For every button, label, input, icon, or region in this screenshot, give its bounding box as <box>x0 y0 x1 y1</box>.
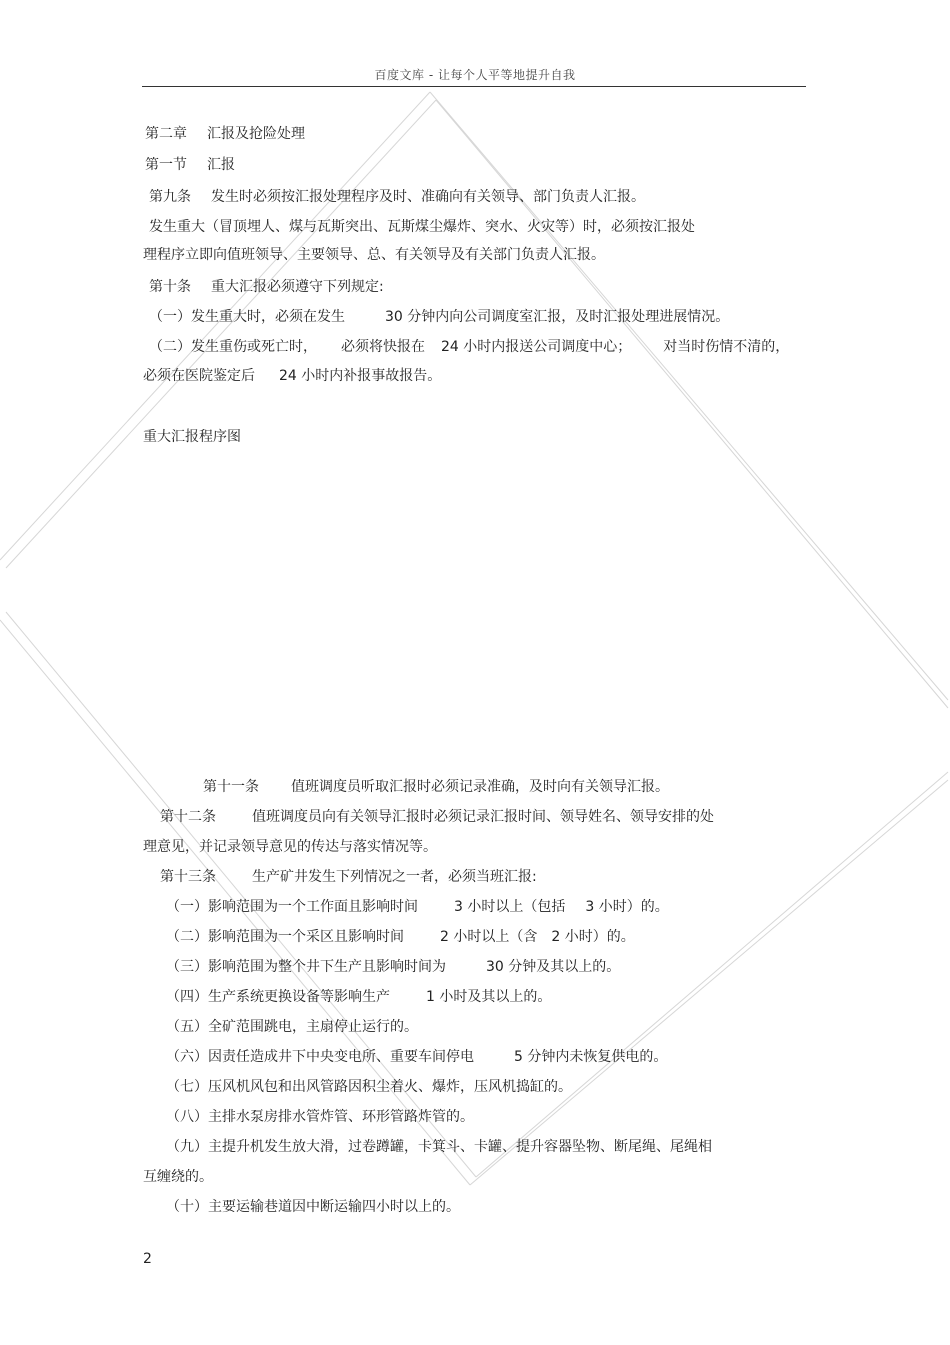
article-text: 值班调度员向有关领导汇报时必须记录汇报时间、领导姓名、领导安排的处 <box>252 809 714 825</box>
article-9 <box>149 188 645 206</box>
item-text: 3 小时以上（包括 <box>454 899 566 915</box>
article-number: 第十一条 <box>203 779 259 795</box>
list-item <box>166 1048 667 1066</box>
list-item: （八）主排水泵房排水管炸管、环形管路炸管的。 <box>166 1109 474 1125</box>
article-number: 第十二条 <box>160 809 216 825</box>
item-text: （一）影响范围为一个工作面且影响时间 <box>166 899 418 915</box>
list-item <box>149 308 729 326</box>
page-header: 百度文库 - 让每个人平等地提升自我 <box>374 68 576 82</box>
item-text: 必须在医院鉴定后 <box>143 368 255 384</box>
article-10 <box>149 278 384 296</box>
item-text: （三）影响范围为整个井下生产且影响时间为 <box>166 959 446 975</box>
item-text: 2 小时）的。 <box>551 929 635 945</box>
item-text: 对当时伤情不清的， <box>663 339 790 355</box>
item-text: （二）影响范围为一个采区且影响时间 <box>166 929 404 945</box>
item-text: 24 小时内补报事故报告。 <box>279 368 442 384</box>
list-item <box>166 988 551 1006</box>
item-text: 30 分钟及其以上的。 <box>486 959 621 975</box>
list-item-continuation <box>143 367 441 385</box>
item-text: 5 分钟内未恢复供电的。 <box>514 1049 668 1065</box>
item-text: （六）因责任造成井下中央变电所、重要车间停电 <box>166 1049 474 1065</box>
article-text: 重大汇报必须遵守下列规定: <box>211 279 384 295</box>
list-item: （五）全矿范围跳电，主扇停止运行的。 <box>166 1019 418 1035</box>
article-text: 生产矿井发生下列情况之一者，必须当班汇报: <box>252 869 537 885</box>
item-text: （一）发生重大时，必须在发生 <box>149 309 345 325</box>
paragraph-line: 发生重大（冒顶埋人、煤与瓦斯突出、瓦斯煤尘爆炸、突水、火灾等）时，必须按汇报处 <box>149 219 695 235</box>
item-text: 必须将快报在 <box>341 339 425 355</box>
list-item: （九）主提升机发生放大滑，过卷蹲罐，卡箕斗、卡罐、提升容器坠物、断尾绳、尾绳相 <box>166 1139 712 1155</box>
list-item-continuation: 互缠绕的。 <box>143 1169 213 1185</box>
item-text: 24 小时内报送公司调度中心； <box>441 339 632 355</box>
article-text: 值班调度员听取汇报时必须记录准确，及时向有关领导汇报。 <box>291 779 669 795</box>
article-12 <box>160 808 714 826</box>
item-text: 2 小时以上（含 <box>440 929 538 945</box>
section-number: 第一节 <box>145 157 187 173</box>
paragraph-line: 理意见，并记录领导意见的传达与落实情况等。 <box>143 839 437 855</box>
header-divider <box>142 86 806 87</box>
article-13 <box>160 868 537 886</box>
section-title: 汇报 <box>207 157 235 173</box>
list-item: （十）主要运输巷道因中断运输四小时以上的。 <box>166 1199 460 1215</box>
list-item <box>166 898 669 916</box>
list-item <box>149 338 789 356</box>
chapter-heading <box>145 125 305 143</box>
chapter-title: 汇报及抢险处理 <box>207 126 305 142</box>
article-number: 第十三条 <box>160 869 216 885</box>
article-number: 第九条 <box>149 189 191 205</box>
item-text: （二）发生重伤或死亡时， <box>149 339 317 355</box>
section-heading <box>145 156 235 174</box>
article-text: 发生时必须按汇报处理程序及时、准确向有关领导、部门负责人汇报。 <box>211 189 645 205</box>
item-text: （四）生产系统更换设备等影响生产 <box>166 989 390 1005</box>
article-number: 第十条 <box>149 279 191 295</box>
chapter-number: 第二章 <box>145 126 187 142</box>
item-text: 30 分钟内向公司调度室汇报，及时汇报处理进展情况。 <box>385 309 730 325</box>
page-number: 2 <box>143 1251 152 1267</box>
item-text: 1 小时及其以上的。 <box>426 989 552 1005</box>
diagram-title: 重大汇报程序图 <box>143 429 241 445</box>
list-item <box>166 928 635 946</box>
list-item <box>166 958 620 976</box>
item-text: 3 小时）的。 <box>585 899 669 915</box>
paragraph-line: 理程序立即向值班领导、主要领导、总、有关领导及有关部门负责人汇报。 <box>143 247 605 263</box>
list-item: （七）压风机风包和出风管路因积尘着火、爆炸，压风机捣缸的。 <box>166 1079 572 1095</box>
article-11 <box>203 778 669 796</box>
